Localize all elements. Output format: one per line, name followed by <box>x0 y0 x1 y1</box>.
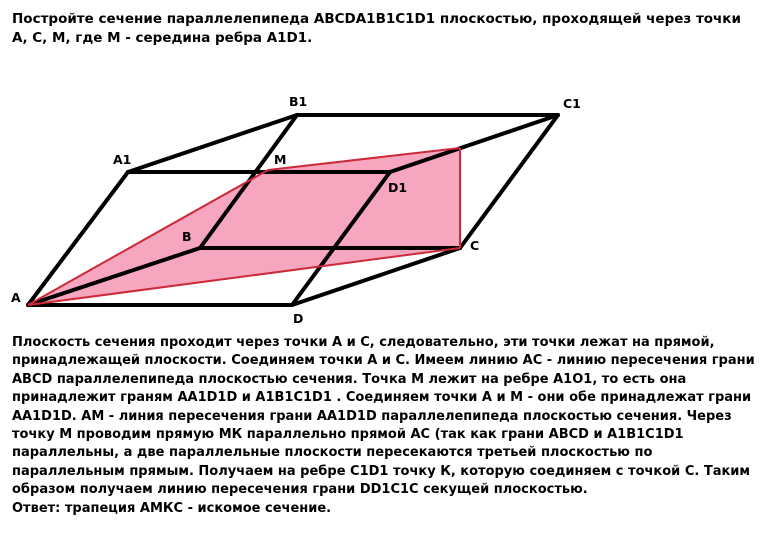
answer-text: Ответ: трапеция АМКС - искомое сечение. <box>12 500 332 516</box>
edge-c-c1 <box>460 115 558 248</box>
vertex-label-a1: A1 <box>113 152 132 167</box>
problem-statement: Постройте сечение параллелепипеда ABCDA1B1C1D1 плоскостью, проходящей через точки А, С, М, где М - середина ребра A1D1. <box>12 11 741 46</box>
vertex-label-b: B <box>182 229 192 244</box>
vertex-label-c1: C1 <box>563 96 581 111</box>
vertex-label-m: M <box>274 152 287 167</box>
solution-text: Плоскость сечения проходит через точки А и С, следовательно, эти точки лежат на прямой, принадлежащей плоскости. Соединяем точки А и С. Имеем линию АС - линию пересечения грани ABCD параллелепипеда плоскостью сечения. Точка М лежит на ребре A1O1, то есть она принадлежит граням AA1D1D и A1B1C1D1 . Соединяем точки A и M - они обе принадлежат грани AA1D1D. АМ - линия пересечения грани AA1D1D параллелепипеда плоскостью сечения. Через точку М проводим прямую МК параллельно прямой АС (так как грани ABCD и A1B1C1D1 параллельны, а две параллельные плоскости пересекаются третьей плоскостью по параллельным прямым. Получаем на ребре C1D1 точку К, которую соединяем с точкой С. Таким образом получаем линию пересечения грани DD1C1C секущей плоскостью. <box>12 335 755 498</box>
vertex-label-d: D <box>293 311 304 326</box>
vertex-label-d1: D1 <box>388 180 408 195</box>
vertex-label-b1: B1 <box>289 94 308 109</box>
edge-d1-c1 <box>390 115 558 172</box>
edge-a1-b1 <box>128 115 297 172</box>
solution-block <box>12 334 757 518</box>
vertex-label-a: A <box>11 290 21 305</box>
vertex-label-c: C <box>470 238 480 253</box>
